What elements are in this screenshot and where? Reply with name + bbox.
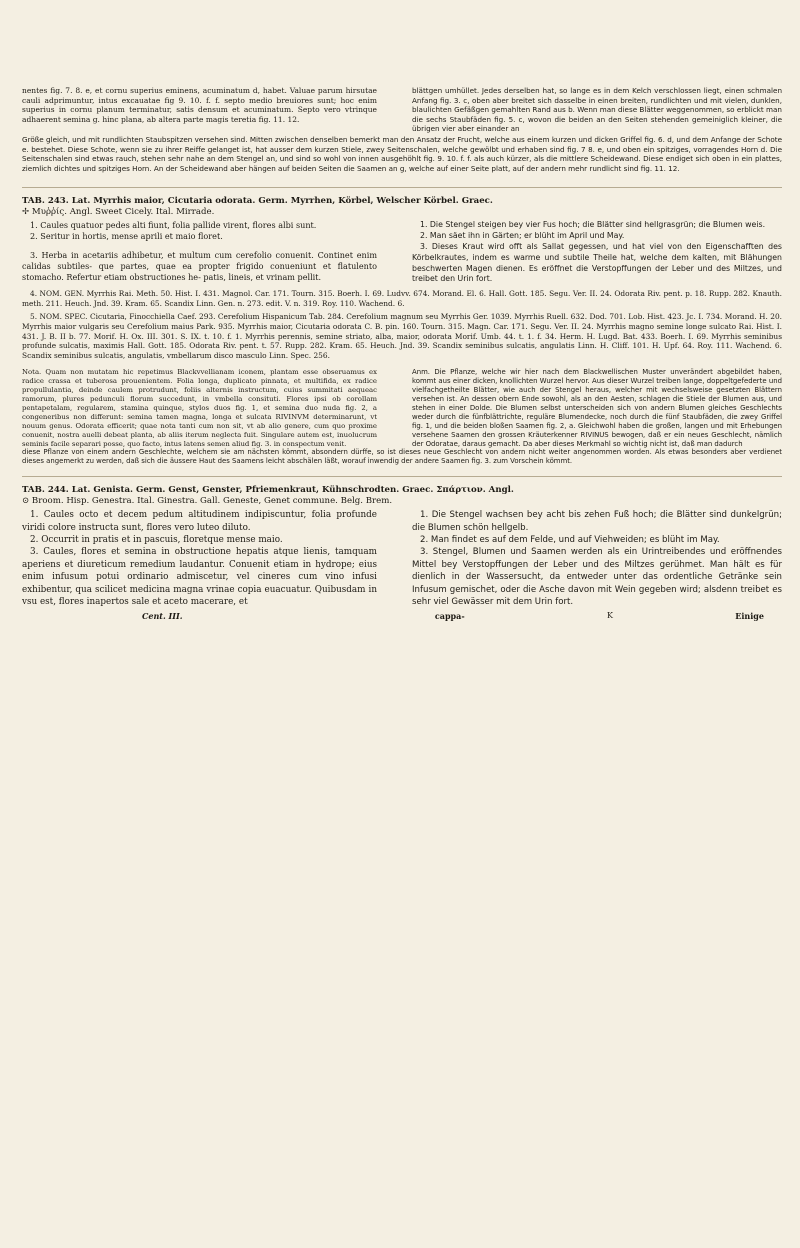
- tab243-latin-column: [22, 220, 377, 285]
- tab243-nomen-specificum: 5. NOM. SPEC. Cicutaria, Finocchiella Caef. 293. Cerefolium Hispanicum Tab. 284. Cerefolium magnum seu Myrrhis Ger. 1039. Myrrhis Ruell. 632. Dod. 701. Lob. Hist. 423. Jc. I. 734. Morand. H. 20. Myrrhis maior vulgaris seu Cerefolium maius Park. 935. Myrrhis maior, Cicutaria odorata C. B. pin. 160. Tourn. 315. Magn. Car. 171. Segu. Ver. II. 24. Myrrhis magno semine longe sulcato Rai. Hist. I. 431. J. B. II b. 77. Morif. H. Ox. III. 301. S. IX. t. 10. f. 1. Myrrhis perennis, semine striato, alba, maior, odorata Morif. Umb. 44. t. 1. f. 34. Herm. H. Lugd. Bat. 433. Boerh. I. 69. Myrrhis seminibus profunde sulcatis, maximis Hall. Gott. 185. Odorata Riv. pent. t. 57. Rupp. 282. Kram. 65. Heuch. Jnd. 39. Scandix seminibus sulcatis, angulatis Linn. H. Cliff. 101. H. Upf. 64. Roy. 111. Wachend. 6. Scandix seminibus sulcatis, angulatis, vmbellarum disco masculo Linn. Spec. 256.: [22, 312, 782, 360]
- tab244-latin-3: 3. Caules, flores et semina in obstructione hepatis atque lienis, tamquam aperiens et diureticum remedium laudantur. Conuenit etiam in hydrope; eius enim infusum potui ordinario admiscetur, vel cineres cum vino infusi exhibentur, qua scilicet medicina magna vrinae copia euacuatur. Quibusdam in vsu est, flores inapertos sale et aceto macerare, et: [22, 547, 377, 608]
- tab243-nomen-genericum: 4. NOM. GEN. Myrrhis Rai. Meth. 50. Hist. I. 431. Magnol. Car. 171. Tourn. 315. Boerh. I. 69. Ludvv. 674. Morand. El. 6. Hall. Gott. 185. Segu. Ver. II. 24. Odorata Riv. pent. p. 18. Rupp. 282. Knauth. meth. 211. Heuch. Jnd. 39. Kram. 65. Scandix Linn. Gen. n. 273. edit. V. n. 319. Roy. 110. Wachend. 6.: [22, 289, 782, 308]
- tab243-columns: [22, 220, 782, 285]
- tab244-german-column: [412, 509, 782, 608]
- tab244-latin-1: 1. Caules octo et decem pedum altitudinem indipiscuntur, folia profunde viridi colore instructa sunt, flores vero luteo diluto.: [22, 510, 377, 533]
- tab243-german-column: [412, 220, 782, 285]
- tab243-german-2: 2. Man säet ihn in Gärten; er blüht im April und May.: [420, 231, 625, 241]
- tab243-note-german-tail: diese Pflanze von einem andern Geschlechte, welchem sie am nächsten kömmt, absondern dürffe, so ist dieses neue Geschlecht von andern nicht weiter angenommen worden. Als etwas besonders aber verdienet dieses angemerkt zu werden, daß sich die äussere Haut des Saamens leicht abschälen läßt, worauf inwendig der andere Saamen fig. 3. zum Vorschein kömmt.: [22, 448, 782, 466]
- tab244-german-3: 3. Stengel, Blumen und Saamen werden als ein Urintreibendes und eröffnendes Mittel bey Verstopffungen der Leber und des Miltzes gerühmet. Man hält es für dienlich in der Wassersucht, da entweder unter das ordentliche Getränke sein Infusum gemischet, oder die Asche davon mit Wein gegeben wird; alsdenn treibet es sehr viel Gewässer mit dem Urin fort.: [412, 547, 782, 608]
- page-footer: [22, 611, 782, 621]
- top-german-full-width: Größe gleich, und mit rundlichten Staubspitzen versehen sind. Mitten zwischen denselben bemerkt man den Ansatz der Frucht, welche aus einem kurzen und dicken Griffel fig. 6. d, und dem Anfange der Schote e. bestehet. Diese Schote, wenn sie zu ihrer Reiffe gelanget ist, hat ausser dem kurzen Stiele, zwey Seitenschalen, welche gewölbt und erhaben sind fig. 7 8. e, und oben ein spitziges, vorragendes Horn d. Die Seitenschalen sind etwas rauch, stehen sehr nahe an dem Stengel an, und sind so wohl von innen ausgehöhlt fig. 9. 10. f. f. als auch kürzer, als die mittlere Scheidewand. Diese endiget sich oben in ein plattes, ziemlich dichtes und spitziges Horn. An der Scheidewand aber hängen auf beiden Seiten die Saamen an g, welche auf einer Seite platt, auf der andern mehr rundlicht sind fig. 11. 12.: [22, 134, 782, 173]
- tab243-german-3: 3. Dieses Kraut wird offt als Sallat gegessen, und hat viel von den Eigenschafften des Körbelkrautes, indem es warme und subtile Theile hat, welche dem kalten, mit Blähungen beschwerten Magen dienen. Es eröffnet die Verstopffungen der Leber und des Miltzes, und treibet den Urin fort.: [412, 241, 782, 284]
- top-german-text: blättgen umhüllet. Jedes derselben hat, so lange es in dem Kelch verschlossen liegt, einen schmalen Anfang fig. 3. c, oben aber breitet sich dasselbe in einen breiten, rundlichten und mit vielen, dunklen, blaulichten Gefäßgen gemahlten Rand aus b. Wenn man diese Blätter weggenommen, so erblickt man die sechs Staubfäden fig. 5. c, wovon die beiden an den Seiten stehenden gemeiniglich kleiner, die übrigen vier aber einander an: [412, 86, 782, 134]
- tab243-latin-2: 2. Seritur in hortis, mense aprili et maio floret.: [30, 231, 223, 242]
- tab243-latin-3: 3. Herba in acetariis adhibetur, et multum cum cerefolio conuenit. Continet enim calidas subtiles- que partes, quae ea propter frigido conueniunt et flatulento stomacho. Refertur etiam obstructiones he- patis, lineis, et vrinam pellit.: [22, 249, 377, 282]
- book-page: [22, 86, 782, 621]
- footer-signature-mark: K: [606, 610, 613, 620]
- top-continuation: [22, 86, 782, 134]
- section-divider: [22, 187, 782, 188]
- footer-catchword-german: Einige: [735, 610, 764, 621]
- tab244-columns: [22, 509, 782, 608]
- tab243-notes: [22, 368, 782, 448]
- tab244-german-2: 2. Man findet es auf dem Felde, und auf Viehweiden; es blüht im May.: [420, 535, 720, 546]
- tab243-note-german: Anm. Die Pflanze, welche wir hier nach dem Blackwellischen Muster unverändert abgebildet haben, kommt aus einer dicken, knollichten Wurzel hervor. Aus dieser Wurzel treiben lange, doppeltgefederte und vielfachgetheilte Blätter, wie auch der Stengel heraus, welcher mit wechselsweise gesetzten Blättern versehen ist. An dessen obern Ende sowohl, als an den Aesten, schlagen die Stiele der Blumen aus, und stehen in einer Dolde. Die Blumen selbst unterscheiden sich von andern Blumen gleiches Geschlechts weder durch die fünfblättrichte, reguläre Blumendecke, noch durch die fünf Staubfäden, die zwey Griffel fig. 1, und die beiden bloßen Saamen fig. 2, a. Gleichwohl haben die großen, langen und mit Erhebungen versehene Saamen den grossen Kräuterkenner RIVINUS bewogen, daß er ein neues Geschlecht, nämlich der Odoratae, daraus gemacht. Da aber dieses Merkmahl so wichtig nicht ist, daß man dadurch: [412, 368, 782, 448]
- footer-catchword-latin: cappa-: [434, 610, 465, 621]
- tab244-latin-2: 2. Occurrit in pratis et in pascuis, floretque mense maio.: [30, 535, 283, 546]
- tab243-latin-1: 1. Caules quatuor pedes alti fiunt, folia pallide virent, flores albi sunt.: [30, 220, 317, 231]
- tab244-german-1: 1. Die Stengel wachsen bey acht bis zehen Fuß hoch; die Blätter sind dunkelgrün; die Blumen schön hellgelb.: [412, 510, 782, 533]
- tab244-heading: TAB. 244. Lat. Genista. Germ. Genst, Genster, Pfriemenkraut, Kühnschrodten. Graec. Σπάρτιον. Angl.: [22, 485, 514, 496]
- section-divider-2: [22, 476, 782, 477]
- top-latin-text: nentes fig. 7. 8. e, et cornu superius eminens, acuminatum d, habet. Valuae parum hirsutae cauli adprimuntur, intus excauatae fig 9. 10. f. f. septo medio breuiores sunt; hoc enim superius in cornu planum terminatur, satis densum et acuminatum. Septo vero vtrinque adhaerent semina g. hinc plana, ab altera parte magis teretia fig. 11. 12.: [22, 86, 377, 124]
- tab243-german-1: 1. Die Stengel steigen bey vier Fus hoch; die Blätter sind hellgrasgrün; die Blumen weis.: [420, 220, 766, 230]
- tab243-note-latin: Nota. Quam non mutatam hic repetimus Blackvvellianam iconem, plantam esse obseruamus ex radice crassa et tuberosa prouenientem. Folia longa, duplicato pinnata, et multifida, ex radice propullulantia, deinde caulem protrudunt, foliis alternis instructum, cuius summitati aequeac ramorum, plures pedunculi florum succedunt, in vmbella consituti. Flores ipsi ob corollam pentapetalam, regularem, stamina quinque, stylos duos fig. 1, et semina duo nuda fig. 2, a congeneribus non differunt: semina tamen magna, longa et sulcata RIVINVM determinarunt, vt nouum genus. Odorata efficerit; quae nota tanti cum non sit, vt ab alio genere, cum quo proxime conuenit, nostra auelli debeat planta, ab aliis iterum neglecta fuit. Singulare autem est, inuolucrum seminis facile separari posse, quo facto, intus latens semen aliud fig. 3. in conspectum venit.: [22, 368, 377, 448]
- tab244-latin-column: [22, 509, 377, 608]
- tab243-heading-names: ✢ Μυῤῥίς. Angl. Sweet Cicely. Ital. Mirrade.: [22, 207, 215, 218]
- footer-signature-left: Cent. III.: [142, 610, 183, 621]
- tab243-heading: TAB. 243. Lat. Myrrhis maior, Cicutaria odorata. Germ. Myrrhen, Körbel, Welscher Körbel. Graec.: [22, 196, 493, 207]
- tab244-heading-names: ⊙ Broom. Hisp. Genestra. Ital. Ginestra. Gall. Geneste, Genet commune. Belg. Brem.: [22, 496, 393, 507]
